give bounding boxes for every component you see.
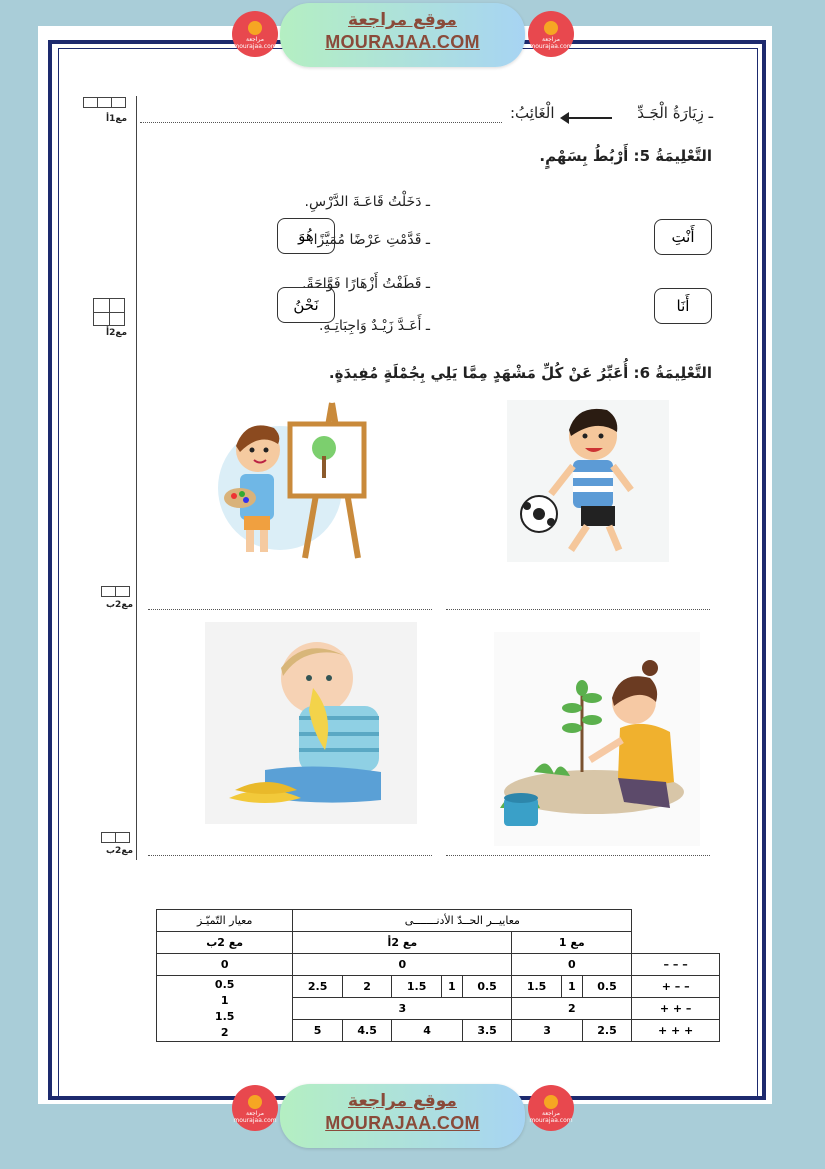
score-box-m2b-1 bbox=[102, 586, 130, 597]
site-logo-right[interactable]: مراجعة mourajaa.com bbox=[528, 11, 574, 57]
criteria-cell: 2.5 bbox=[293, 976, 343, 998]
score-label-m2b-1: مع2ب bbox=[106, 600, 134, 610]
criteria-col-m2b: مع 2ب bbox=[157, 932, 293, 954]
criteria-excel-value: 1 bbox=[220, 993, 229, 1007]
criteria-row-mm-plus: – – + bbox=[632, 976, 720, 998]
criteria-m2b-zero: 0 bbox=[157, 954, 293, 976]
score-box-m1 bbox=[84, 97, 126, 108]
image-baby-banana bbox=[205, 622, 417, 824]
criteria-col-m1: مع 1 bbox=[512, 932, 632, 954]
answer-line-picture-2[interactable] bbox=[446, 609, 710, 610]
score-label-m1: مع1أ bbox=[106, 114, 128, 124]
criteria-cell: 3.5 bbox=[462, 1020, 512, 1042]
sentence-3: ـ قَطَفْتُ أَزْهَارًا فَوَّاحَةً. bbox=[302, 276, 430, 292]
criteria-cell: 1 bbox=[561, 976, 582, 998]
score-label-m2b-2: مع2ب bbox=[106, 846, 134, 856]
criteria-m2a-mpp: 3 bbox=[293, 998, 512, 1020]
criteria-empty-corner bbox=[632, 910, 720, 932]
criteria-row-minus: – – – bbox=[632, 954, 720, 976]
criteria-cell: 0.5 bbox=[462, 976, 512, 998]
banner-latin: MOURAJAA.COM bbox=[325, 32, 480, 52]
criteria-table bbox=[156, 909, 720, 1042]
criteria-cell: 1.5 bbox=[392, 976, 442, 998]
criteria-row-ppp: + + + bbox=[632, 1020, 720, 1042]
criteria-cell: 4 bbox=[392, 1020, 462, 1042]
criteria-cell: 2.5 bbox=[582, 1020, 632, 1042]
image-girl-planting bbox=[494, 632, 700, 846]
banner-arabic: موقع مراجعة bbox=[348, 10, 457, 30]
score-box-m2b-2 bbox=[102, 832, 130, 843]
absent-word: الْغَائِبُ: bbox=[510, 104, 555, 122]
criteria-m1-zero: 0 bbox=[512, 954, 632, 976]
banner-latin-bottom: MOURAJAA.COM bbox=[325, 1113, 480, 1133]
criteria-cell: 0.5 bbox=[582, 976, 632, 998]
score-grid-m2a bbox=[93, 298, 125, 326]
margin-line bbox=[136, 96, 137, 860]
image-boy-football bbox=[507, 400, 669, 562]
answer-line-picture-3[interactable] bbox=[148, 855, 432, 856]
criteria-cell: 5 bbox=[293, 1020, 343, 1042]
pronoun-nahnu[interactable]: نَحْنُ bbox=[277, 287, 335, 323]
criteria-row-m-pp: – + + bbox=[632, 998, 720, 1020]
criteria-cell: 4.5 bbox=[342, 1020, 392, 1042]
criteria-excel-value: 0.5 bbox=[214, 977, 235, 991]
answer-line-picture-4[interactable] bbox=[446, 855, 710, 856]
pronoun-huwa[interactable]: هُوَ bbox=[277, 218, 335, 254]
criteria-m2a-zero: 0 bbox=[293, 954, 512, 976]
site-logo-bottom-left[interactable]: مراجعة mourajaa.com bbox=[232, 1085, 278, 1131]
image-boy-painting bbox=[210, 398, 382, 568]
score-label-m2a: مع2أ bbox=[106, 328, 128, 338]
site-logo-left[interactable]: مراجعة mourajaa.com bbox=[232, 11, 278, 57]
criteria-empty-corner-2 bbox=[632, 932, 720, 954]
criteria-cell: 1 bbox=[441, 976, 462, 998]
criteria-cell: 1.5 bbox=[512, 976, 562, 998]
criteria-excel-value: 2 bbox=[220, 1025, 229, 1039]
answer-line-picture-1[interactable] bbox=[148, 609, 432, 610]
site-banner-top[interactable] bbox=[280, 3, 525, 67]
pronoun-anti[interactable]: أَنْتِ bbox=[654, 219, 712, 255]
criteria-cell: 3 bbox=[512, 1020, 582, 1042]
criteria-header-excellence: معيار التّميّـز bbox=[157, 910, 293, 932]
instruction-5: التَّعْلِيمَةُ 5: أَرْبُطُ بِسَهْمٍ. bbox=[539, 147, 712, 165]
criteria-m1-mpp: 2 bbox=[512, 998, 632, 1020]
site-banner-bottom[interactable] bbox=[280, 1084, 525, 1148]
sentence-1: ـ دَخَلْتُ قَاعَـةَ الدَّرْسِ. bbox=[304, 194, 430, 210]
criteria-excel-value: 1.5 bbox=[214, 1009, 235, 1023]
site-logo-bottom-right[interactable]: مراجعة mourajaa.com bbox=[528, 1085, 574, 1131]
answer-line-1[interactable] bbox=[140, 122, 502, 123]
pronoun-ana[interactable]: أَنَا bbox=[654, 288, 712, 324]
criteria-header-minimum: معاييــر الحــدّ الأدنـــــــى bbox=[293, 910, 632, 932]
criteria-excellence-values bbox=[157, 976, 293, 1042]
criteria-cell: 2 bbox=[342, 976, 392, 998]
instruction-6: التَّعْلِيمَةُ 6: أُعَبِّرُ عَنْ كُلِّ مَشْهَدٍ مِمَّا يَلِي بِجُمْلَةٍ مُفِيدَةٍ. bbox=[328, 364, 712, 382]
banner-arabic-bottom: موقع مراجعة bbox=[348, 1091, 457, 1111]
grandfather-phrase: ـ زِيَارَةُ الْجَـدِّ bbox=[637, 104, 713, 122]
criteria-col-m2a: مع 2أ bbox=[293, 932, 512, 954]
sentence-4: ـ أَعَـدَّ زَيْـدٌ وَاجِبَاتِـهِ. bbox=[318, 318, 430, 334]
sentence-2: ـ قَدَّمْتِ عَرْضًا مُمَيَّزًا. bbox=[309, 232, 430, 248]
arrow-icon bbox=[568, 117, 612, 119]
